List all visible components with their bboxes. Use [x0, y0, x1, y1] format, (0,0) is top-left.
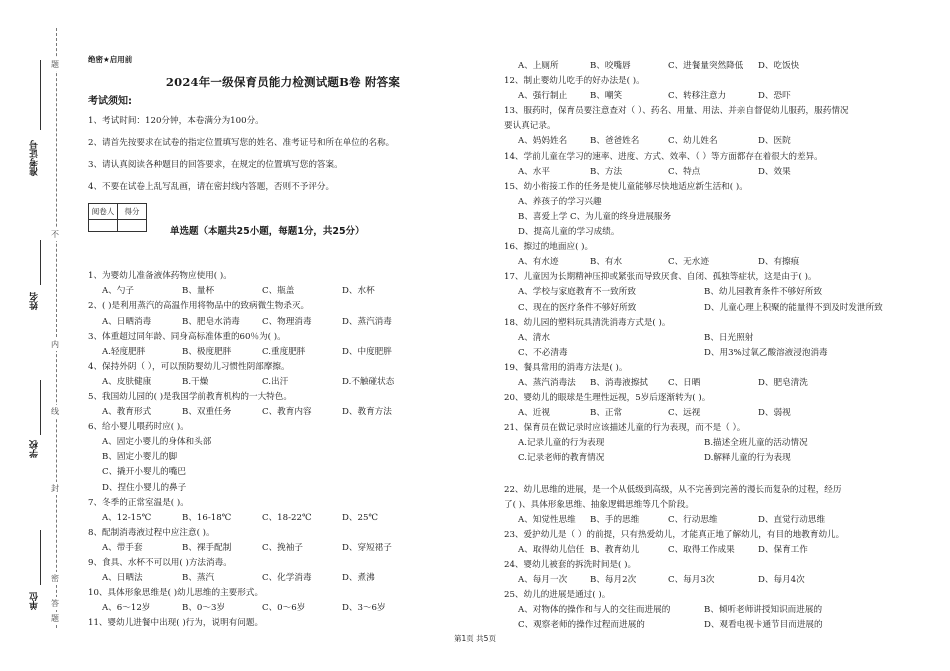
label-exam-number: 准考证号 — [30, 140, 40, 176]
option-label: D、穿短裙子 — [342, 542, 392, 553]
question-text: 2、( )是利用蒸汽的高温作用将物品中的致病微生物杀灭。 — [88, 301, 310, 312]
option-row — [518, 165, 849, 180]
option-row — [518, 406, 849, 421]
score-table — [88, 203, 147, 232]
secret-mark: 绝密★启用前 — [88, 55, 133, 64]
option-label: D、用3%过氧乙酸溶液浸泡消毒 — [704, 347, 828, 358]
question-text: 4、保持外阴（ ），可以预防婴幼儿习惯性阴部摩擦。 — [88, 361, 290, 372]
seal-char: 题 — [51, 60, 59, 69]
seal-char: 封 — [51, 484, 59, 493]
option-label: B、16-18℃ — [182, 512, 232, 523]
option-row — [518, 451, 849, 466]
question-text: 23、爱护幼儿是（ ）的前提，只有热爱幼儿，才能真正地了解幼儿，有目的地教育幼儿。 — [504, 529, 845, 540]
option-label: A、强行制止 — [518, 91, 568, 102]
option-label: A、养孩子的学习兴趣 — [518, 196, 602, 207]
option-label: A.记录儿童的行为表现 — [518, 438, 605, 449]
question-text: 17、儿童因为长期精神压抑或紧张而导致厌食、自闭、孤独等症状，这是由于( )。 — [504, 272, 817, 283]
option-label: C、转移注意力 — [668, 91, 727, 102]
option-label: B、量杯 — [182, 286, 215, 297]
page-title: 2024年一级保育员能力检测试题B卷 附答案 — [165, 75, 401, 90]
seal-char: 答 — [51, 599, 59, 608]
option-label: D、恐吓 — [758, 91, 791, 102]
section-title: 单选题（本题共25小题，每题1分，共25分） — [170, 226, 365, 238]
option-label: A、每月一次 — [518, 575, 568, 586]
option-label: D、25℃ — [342, 512, 379, 523]
question-text: 7、冬季的正常室温是( )。 — [88, 497, 189, 508]
option-label: A、带手套 — [102, 542, 143, 553]
option-label: D、弱视 — [758, 408, 791, 419]
score-cell-empty — [118, 220, 147, 232]
option-row — [518, 603, 849, 618]
option-row — [102, 571, 478, 586]
option-label: D、教育方法 — [342, 407, 392, 418]
option-label: C、日晒 — [668, 377, 701, 388]
option-row — [102, 284, 478, 299]
option-label: B、肥皂水消毒 — [182, 316, 240, 327]
option-label: C、不必清毒 — [518, 347, 568, 358]
option-label: C、观察老师的操作过程而进展的 — [518, 620, 645, 631]
page-footer: 第1页 共5页 — [454, 634, 496, 643]
question-text: 20、婴幼儿的眼球是生理性远视，5岁后逐渐转为( )。 — [504, 393, 711, 404]
question-text: 19、餐具常用的消毒方法是( )。 — [504, 362, 628, 373]
question-text: 18、幼儿园的塑料玩具清洗消毒方式是( )。 — [504, 317, 671, 328]
label-name: 姓名 — [30, 292, 40, 310]
option-label: D、直觉行动思维 — [758, 514, 826, 525]
option-row — [518, 618, 849, 633]
option-label: D、提高儿童的学习成绩。 — [518, 227, 620, 238]
option-row — [102, 511, 478, 526]
option-label: D.不触碰状态 — [342, 376, 395, 387]
option-row — [102, 405, 478, 420]
seal-dashed-line — [56, 28, 57, 628]
option-label: A、教育形式 — [102, 407, 152, 418]
option-label: C、挽袖子 — [262, 542, 303, 553]
option-row — [102, 345, 478, 360]
option-row — [518, 301, 883, 316]
option-row — [518, 513, 849, 528]
option-label: D、有擦痕 — [758, 257, 800, 268]
option-label: B、日光照射 — [704, 332, 754, 343]
school-line — [40, 380, 41, 435]
question-text: 11、婴幼儿进餐中出现( )行为，说明有问题。 — [88, 618, 264, 629]
question-text: 12、制止婴幼儿吃手的好办法是( )。 — [504, 76, 645, 87]
seal-char: 密 — [51, 574, 59, 583]
option-label: A、近视 — [518, 408, 550, 419]
option-label: C、教育内容 — [262, 407, 312, 418]
option-row — [518, 436, 849, 451]
option-label: D、3～6岁 — [342, 603, 386, 614]
option-label: B、裸手配制 — [182, 542, 232, 553]
seal-char: 不 — [51, 230, 59, 239]
option-label: B、爸爸姓名 — [590, 136, 640, 147]
option-label: B、双重任务 — [182, 407, 232, 418]
option-label: A、6～12岁 — [102, 603, 151, 614]
notice-item: 1、考试时间：120分钟，本卷满分为100分。 — [88, 116, 264, 127]
question-text: 9、食具、水杯不可以用( )方法消毒。 — [88, 558, 232, 569]
right-column — [504, 59, 883, 633]
option-row — [102, 375, 478, 390]
option-label: C、18-22℃ — [262, 512, 312, 523]
question-text: 15、幼小衔接工作的任务是使儿童能够尽快地适应新生活和( )。 — [504, 181, 748, 192]
option-label: A、日晒消毒 — [102, 316, 152, 327]
option-label: C.记录老师的教育情况 — [518, 453, 605, 464]
option-label: B、幼儿园教育条件不够好所致 — [704, 287, 823, 298]
unit-line — [40, 530, 41, 585]
left-column — [88, 52, 478, 631]
option-label: C、撬开小婴儿的嘴巴 — [102, 467, 186, 478]
option-label: C、进餐量突然降低 — [668, 61, 744, 71]
option-label: C、特点 — [668, 166, 701, 177]
option-row — [518, 89, 849, 104]
option-label: D、水杯 — [342, 286, 375, 297]
option-row — [518, 134, 849, 149]
seal-char: 线 — [51, 407, 59, 416]
question-text: 8、配制消毒液过程中应注意( )。 — [88, 527, 215, 538]
seal-char: 内 — [51, 340, 59, 349]
option-label: D、儿童心理上积聚的能量得不到及时发泄所致 — [704, 302, 883, 313]
question-text: 10、具体形象思维是( )幼儿思维的主要形式。 — [88, 588, 264, 599]
option-label: B.描述全班儿童的活动情况 — [704, 438, 808, 449]
option-label: A、清水 — [518, 332, 550, 343]
score-cell-empty — [89, 220, 118, 232]
option-row — [518, 543, 849, 558]
option-row — [518, 376, 849, 391]
option-label: C、远视 — [668, 408, 701, 419]
option-label: D、效果 — [758, 166, 791, 177]
option-row — [518, 59, 849, 74]
score-cell-grader: 阅卷人 — [89, 204, 118, 220]
option-label: A、水平 — [518, 166, 550, 177]
option-label: A、皮肤健康 — [102, 376, 152, 387]
option-label: B、消毒液擦拭 — [590, 377, 648, 388]
option-label: B、正常 — [590, 408, 623, 419]
option-label: C、化学消毒 — [262, 573, 312, 584]
option-label: B、咬嘴唇 — [590, 61, 631, 71]
binding-margin — [0, 0, 72, 671]
notice-item: 3、请认真阅读各种题目的回答要求，在规定的位置填写您的答案。 — [88, 160, 343, 171]
option-label: D、蒸汽消毒 — [342, 316, 392, 327]
option-row — [518, 331, 849, 346]
option-label: A、对物体的操作和与人的交往而进展的 — [518, 605, 671, 616]
option-label: A、有水迹 — [518, 257, 559, 268]
option-row — [518, 573, 849, 588]
notice-heading: 考试须知: — [88, 96, 132, 108]
option-label: A、学校与家庭教育不一致所致 — [518, 287, 636, 298]
option-label: B、有水 — [590, 257, 623, 268]
question-text: 14、学前儿童在学习的速率、进度、方式、效率、（ ）等方面都存在着很大的差异。 — [504, 151, 823, 162]
option-label: C、现在的医疗条件不够好所致 — [518, 302, 637, 313]
questions-left — [88, 269, 478, 631]
notice-item: 4、不要在试卷上乱写乱画，请在密封线内答题，否则不予评分。 — [88, 181, 335, 192]
option-label: B、极度肥胖 — [182, 346, 232, 357]
label-school: 学校 — [30, 440, 40, 458]
option-row — [518, 255, 849, 270]
option-label: D、观看电视卡通节目而进展的 — [704, 620, 823, 631]
option-label: C、瓶盖 — [262, 286, 295, 297]
question-text: 5、我国幼儿园的( )是我国学前教育机构的一大特色。 — [88, 391, 292, 402]
option-row — [102, 315, 478, 330]
question-text: 1、为婴幼儿准备液体药物应使用( )。 — [88, 271, 232, 282]
label-unit: 单位 — [30, 592, 40, 610]
option-label: B、固定小婴儿的脚 — [102, 452, 178, 463]
question-text: 6、给小婴儿喂药时应( )。 — [88, 422, 189, 433]
question-text: 16、擦过的地面应( )。 — [504, 242, 594, 253]
question-text: 25、幼儿的进展是通过( )。 — [504, 590, 611, 601]
option-label: A、上厕所 — [518, 61, 559, 71]
option-label: C.重度肥胖 — [262, 346, 306, 357]
exam-number-line — [40, 60, 41, 130]
spacer — [504, 467, 849, 483]
option-label: B、方法 — [590, 166, 623, 177]
option-label: B、嘲笑 — [590, 91, 623, 102]
option-label: A、固定小婴儿的身体和头部 — [102, 437, 212, 448]
option-label: A、12-15℃ — [102, 512, 152, 523]
option-row — [102, 541, 478, 556]
option-label: A.轻度肥胖 — [102, 346, 146, 357]
option-label: B、蒸汽 — [182, 573, 215, 584]
name-line — [40, 240, 41, 285]
option-label: A、日晒法 — [102, 573, 143, 584]
option-label: C、取得工作成果 — [668, 544, 735, 555]
option-label: B、教育幼儿 — [590, 544, 640, 555]
option-label: A、蒸汽消毒法 — [518, 377, 576, 388]
option-label: C、每月3次 — [668, 575, 715, 586]
option-label: B、喜爱上学 C、为儿童的终身进展服务 — [518, 211, 672, 222]
option-label: A、勺子 — [102, 286, 134, 297]
option-row — [518, 285, 849, 300]
option-label: B、每月2次 — [590, 575, 637, 586]
option-label: B.干燥 — [182, 376, 209, 387]
option-label: C、0～6岁 — [262, 603, 306, 614]
option-label: D、煮沸 — [342, 573, 375, 584]
notice-item: 2、请首先按要求在试卷的指定位置填写您的姓名、准考证号和所在单位的名称。 — [88, 138, 395, 149]
option-label: D、每月4次 — [758, 575, 805, 586]
option-label: C.出汗 — [262, 376, 289, 387]
option-row — [518, 346, 849, 361]
option-label: D、捏住小婴儿的鼻子 — [102, 482, 187, 493]
question-text: 13、服药时，保育员要注意查对（ ）、药名、用量、用法、并亲自督促幼儿服药，服药情况要认真记录。 — [504, 106, 849, 132]
option-label: D、中度肥胖 — [342, 346, 392, 357]
option-label: D、肥皂清洗 — [758, 377, 808, 388]
score-cell-score: 得分 — [118, 204, 147, 220]
option-label: C、无水迹 — [668, 257, 709, 268]
question-text: 24、婴幼儿被套的拆洗时间是( )。 — [504, 560, 637, 570]
option-label: B、倾听老师讲授知识而进展的 — [704, 605, 823, 616]
option-label: D、保育工作 — [758, 544, 808, 555]
option-label: D.解释儿童的行为表现 — [704, 453, 791, 464]
option-label: A、妈妈姓名 — [518, 136, 568, 147]
option-row — [102, 601, 478, 616]
notice-list — [88, 114, 478, 195]
option-label: C、物理消毒 — [262, 316, 312, 327]
option-label: C、行动思维 — [668, 514, 718, 525]
question-text: 21、保育员在做记录时应该描述儿童的行为表现，而不是（ ）。 — [504, 423, 746, 434]
option-label: A、取得幼儿信任 — [518, 544, 585, 555]
option-label: C、幼儿姓名 — [668, 136, 718, 147]
option-label: B、0～3岁 — [182, 603, 226, 614]
option-label: D、吃饭快 — [758, 61, 800, 71]
option-label: A、知觉性思维 — [518, 514, 576, 525]
seal-char: 题 — [51, 614, 59, 623]
question-text: 3、体重超过同年龄、同身高标准体重的60％为( )。 — [88, 331, 286, 342]
option-label: B、手的思维 — [590, 514, 640, 525]
option-label: D、医院 — [758, 136, 791, 147]
question-text: 22、幼儿思维的进展，是一个从低级到高级，从不完善到完善的漫长而复杂的过程，经历了( )、具体形象思维、抽象逻辑思维等几个阶段。 — [504, 484, 842, 510]
